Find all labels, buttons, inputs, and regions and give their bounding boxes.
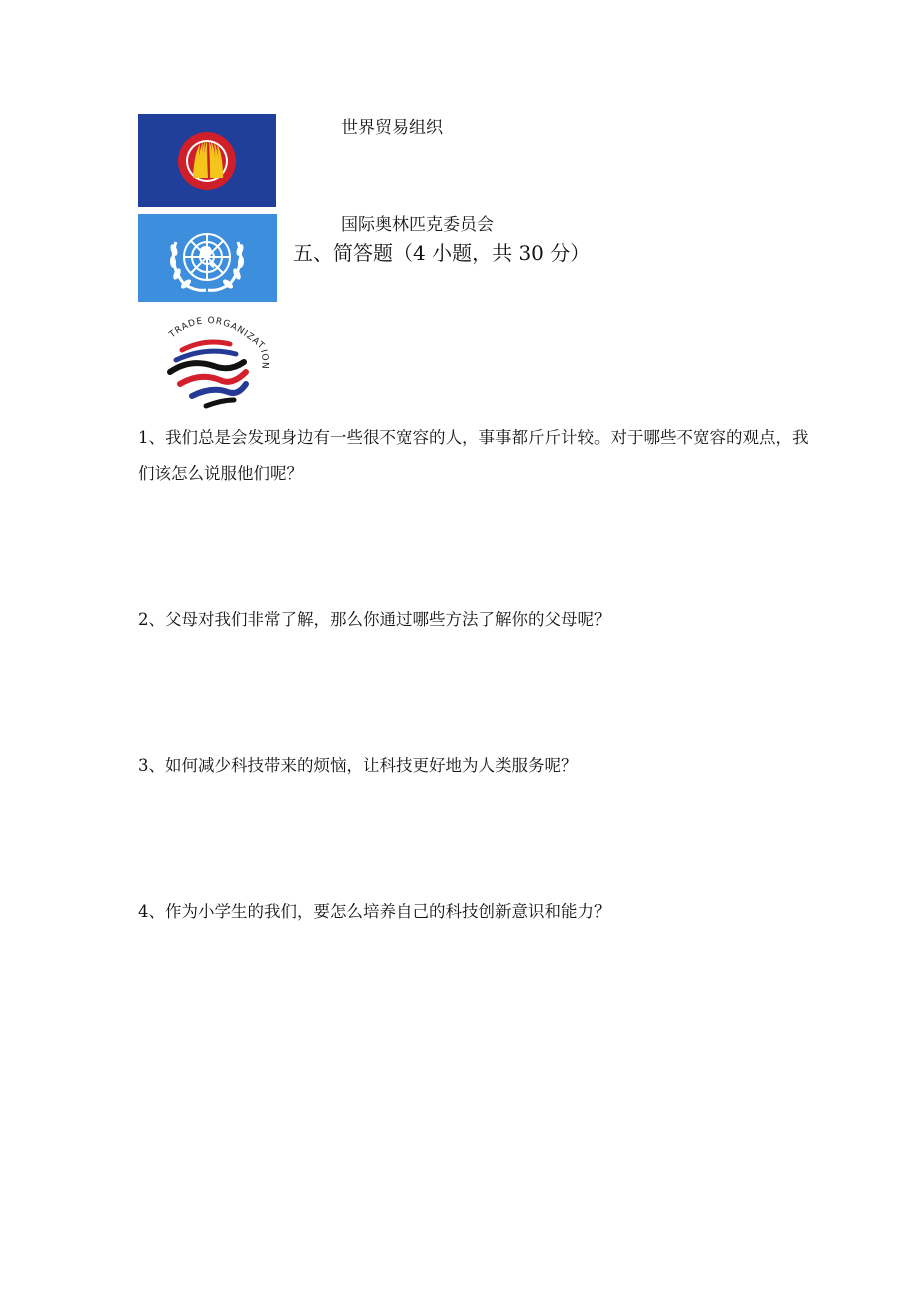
- question-3: 3、如何减少科技带来的烦恼，让科技更好地为人类服务呢？: [138, 756, 578, 775]
- option-label-ioc: 国际奥林匹克委员会: [341, 215, 494, 235]
- un-flag-image: [138, 214, 277, 302]
- wto-logo-icon: [160, 310, 270, 415]
- question-1: 1、我们总是会发现身边有一些很不宽容的人，事事都斤斤计较。对于哪些不宽容的观点，我们该怎么说服他们呢？: [138, 428, 809, 483]
- section-title: 五、简答题（4 小题，共 30 分）: [293, 241, 591, 265]
- wto-logo-image: [160, 310, 270, 415]
- asean-emblem-icon: [138, 114, 276, 207]
- option-label-wto: 世界贸易组织: [341, 118, 443, 138]
- wto-logo-text: TRADE ORGANIZATION: [167, 316, 270, 370]
- asean-flag-image: [138, 114, 276, 207]
- un-emblem-icon: [138, 214, 277, 302]
- question-2: 2、父母对我们非常了解，那么你通过哪些方法了解你的父母呢？: [138, 610, 611, 629]
- question-4: 4、作为小学生的我们，要怎么培养自己的科技创新意识和能力？: [138, 902, 611, 921]
